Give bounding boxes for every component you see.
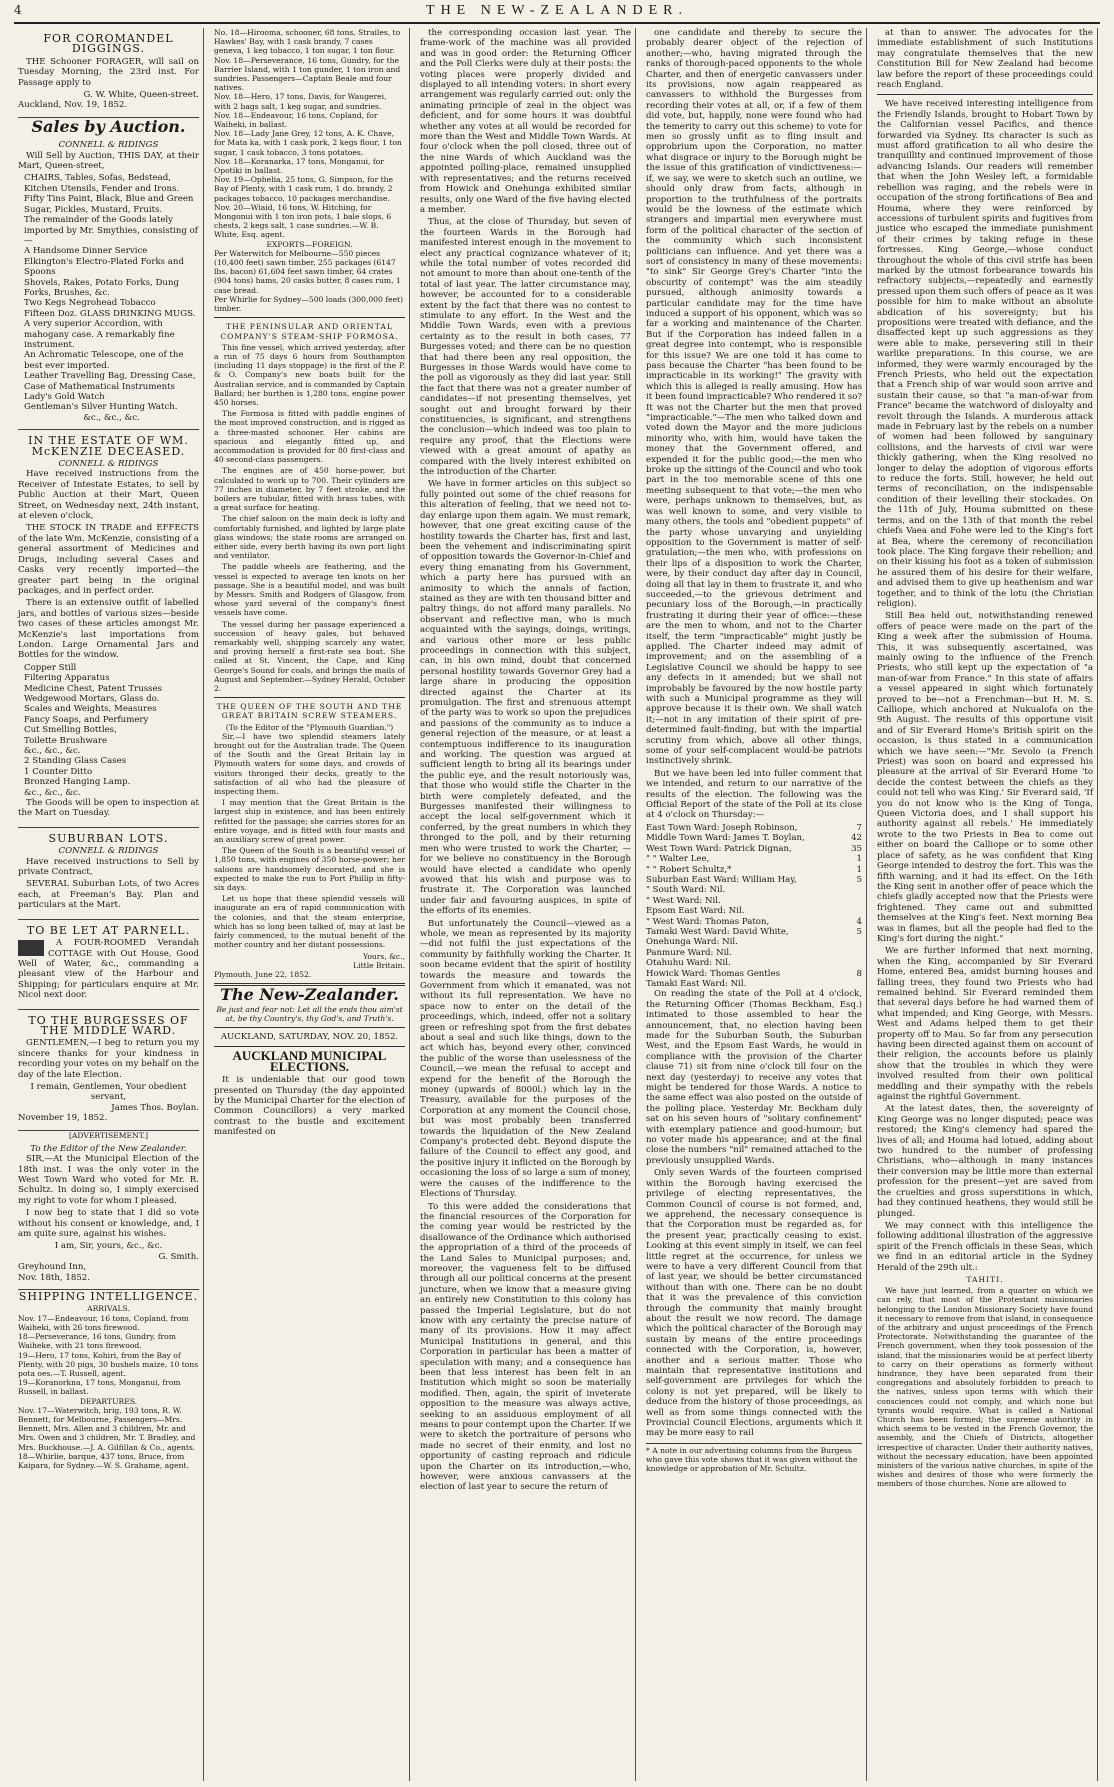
ad-burgesses — [18, 1010, 199, 1131]
article-paragraph: Let us hope that these splendid vessels will inaugurate an era of rapid communication with the colonies, and that the steam enterprise, which has so long been talked of, may at last be fairly commenced, to the mutual benefit of the mother country and her distant possessions. — [214, 894, 405, 950]
letter-body: SIR,—At the Municipal Election of the 18th inst. I was the only voter in the West Town Ward who voted for Mr. R. Schultz. In doing so, I simply exercised my right to vote for whom I pleased. — [18, 1154, 199, 1206]
article-paragraph: At the latest dates, then, the sovereignty of King George was no longer disputed; peace was restored; the King's clemency had spared the lives of all; and Houma had lotued, adding about two hundred to the number of professing Christians, who—although in many instances their conversion may be little more than external profession for the present—yet are saved from the cruelties and gross superstitions in which, had they continued heathens, they would still be plunged. — [877, 1104, 1093, 1219]
article-paragraph: The engines are of 450 horse-power, but calculated to work up to 700. Their cylinders are 77 inches in diameter, by 7 feet stroke, and the boilers are tubular, fitted with brass tubes, with a great surface for heating. — [214, 466, 405, 513]
letter-signature: Little Britain. — [353, 960, 405, 970]
list-item: Wedgewood Mortars, Glass do. — [24, 693, 160, 704]
column-4 — [642, 28, 867, 1781]
ad-estate — [18, 430, 199, 828]
article-paragraph: We have just learned, from a quarter on which we can rely, that most of the Protestant missionaries belonging to the London Missionary Society have found it necessary to remove from that island, in consequence of the arbitrary and unjust proceedings of the French Protectorate. Notwithstanding the guarantee of the French government, when they took possession of the island, that the missionaries would be at perfect liberty to carry on their operations as formerly without hindrance, they have been separated from their congregations and absolutely forbidden to preach to the natives, unless upon terms with which their consciences could not comply, and which none but tyrants would require. What is called a National Church has been formed; the supreme authority in which seems to be vested in the French Governor, the assembly, and the Chiefs of Districts, altogether irrespective of character. Under their authority natives, without the necessary education, have been appointed ministers of the various native churches, in spite of the wishes and desires of those who were formerly the members of those churches. None are allowed to — [877, 1286, 1093, 1489]
letter-body: I now beg to state that I did so vote without his consent or knowledge, and, I am quite sure, against his wishes. — [18, 1208, 199, 1240]
list-item: A very superior Accordion, with mahogany case. A remarkably fine instrument. — [24, 319, 175, 350]
letter-address: (To the Editor of the "Plymouth Guardian.") — [225, 722, 394, 732]
shipping-section — [18, 1292, 199, 1470]
list-item: Fancy Soaps, and Perfumery — [24, 714, 149, 725]
ship-entry: Nov. 18—Hero, 17 tons, Davis, for Waugerei, with 2 bags salt, 1 keg sugar, and sundries. — [214, 92, 387, 111]
article-paragraph: Still Bea held out, notwithstanding renewed offers of peace were made on the part of the King a week after the submission of Houma. This, it was subsequently ascertained, was mainly owing to the influence of the French Priests, who still kept up the expectation of "a man-of-war from France." In this state of affairs a vessel appeared in sight which fortunately proved to be—not a Frenchman—but H. M. S. Calliope, which anchored at Nukualofa on the 9th August. The results of this opportune visit and of Sir Everard Home's British spirit on the occasion, is thus stated in a communication which we have seen:—"Mr. Sevolo (a French Priest) was soon on board and expressed his pleasure at the arrival of Sir Everard Home 'to decide the contest between the chiefs as they could not tell who was King.' Sir Everard said, 'If you do not know who is the King of Tonga, Queen Victoria does, and I shall support his authority against all rebels.' He immediately wrote to the two Priests in Bea to come out either on board the Calliope or to some other place of safety, as he was confident that King George intended to destroy the fort. This was the fifth warning, and it had its effect. On the 16th the King sent in another offer of peace which the chiefs gladly accepted now that the Priests were frightened. They came out and submitted themselves at the King's feet. Next morning Bea was in flames, but all the people had fled to the King's fort during the night." — [877, 611, 1093, 944]
article-title: AUCKLAND MUNICIPAL ELECTIONS. — [232, 1048, 387, 1074]
list-item: &c., &c., &c. — [24, 787, 81, 798]
section-title: SHIPPING INTELLIGENCE. — [18, 1290, 199, 1304]
ship-entry: Nov. 20—Wiaid, 16 tons, W. Hitching, for Mongonui with 1 ton iron pots, 1 bale slops, 6 chests, 2 kegs salt, 1 case sundries.—W. B. White, Esq. agent. — [214, 202, 392, 240]
list-item: Sugar, Pickles, Mustard, Fruits. — [24, 204, 163, 215]
ad-body: A FOUR-ROOMED Verandah COTTAGE with Out House, Good Well of Water, &c., commanding a pleasant view of the Harbour and Shipping; for particulars enquire at Mr. Nicol next door. — [18, 938, 199, 1001]
ad-signature: James Thos. Boylan. — [111, 1102, 199, 1113]
ad-intro: Will Sell by Auction, THIS DAY, at their Mart, Queen-street, — [18, 150, 199, 172]
divider — [214, 1046, 405, 1047]
ad-body: THE STOCK IN TRADE and EFFECTS of the late Wm. McKenzie, consisting of a general assortment of Medicines and Drugs, including several Cases and Casks very recently imported—the greater part being in the original packages, and in perfect order. — [18, 523, 199, 596]
article-paragraph: the corresponding occasion last year. The frame-work of the machine was all provided and was in good order: the Returning Officer and the Poll Clerks were duly at their posts: the voting places were properly divided and displayed to all intending voters: in short every arrangement was regularly carried out: only the animating principle of zeal in the object was deficient, and for some hours it was doubtful whether any votes at all would be recorded for more than the West and Middle Town Wards. At four o'clock when the poll closed, three out of the nine Wards of which Auckland was the appointed polling-place, remained unsupplied with representatives; and the returns received from Howick and Onehunga exhibited similar results, only one Ward of the five having elected a member. — [420, 28, 631, 215]
list-item: &c., &c., &c. — [83, 412, 140, 423]
poll-results — [646, 823, 862, 990]
divider — [214, 697, 405, 698]
motto: Be just and fear not: Let all the ends thou aim'st at, be thy Country's, thy God's, and Truth's. — [216, 1004, 403, 1023]
ship-entry: Nov. 19—Ophelia, 25 tons, G. Simpson, for the Bay of Plenty, with 1 cask rum, 1 do. brandy, 2 packages tobacco, 10 packages merchandise. — [214, 175, 394, 203]
footnote: * A note in our advertising columns from the Burgess who gave this vote shows that it was given without the knowledge or approbation of Mr. Schultz. — [646, 1443, 862, 1474]
column-2 — [210, 28, 410, 1781]
ship-entry: Nov. 18—Perseverance, 16 tons, Gundry, for the Barrier Island, with 1 ton gunder, 1 ton iron and sundries. Passengers—Captain Beale and four natives. — [214, 55, 401, 93]
list-item: Fifty Tins Paint, Black, Blue and Green — [24, 194, 194, 205]
letter-address: To the Editor of the New Zealander. — [30, 1143, 187, 1154]
poll-row: Otahuhu Ward: Nil. — [646, 958, 731, 969]
ad-note: The Goods will be open to inspection at the Mart on Tuesday. — [18, 798, 199, 819]
ad-body: Have received instructions from the Receiver of Intestate Estates, to sell by Public Auction at their Mart, Queen Street, on Wednesday next, 24th instant, at eleven o'clock, — [18, 469, 199, 522]
ad-coromandel — [18, 28, 199, 118]
ship-entry: Nov. 18—Lady Jane Grey, 12 tons, A. K. Chave, for Mata ka, with 1 cask pork, 2 kegs flour, 1 ton sugar, 1 cask tobacco, 3 tons potatoes. — [214, 129, 402, 157]
ad-title: IN THE ESTATE OF WM. McKENZIE DECEASED. — [28, 434, 189, 458]
list-item: 2 Standing Glass Cases — [24, 756, 127, 767]
ship-entry: Nov. 18—Endeavour, 16 tons, Copland, for Waiheki, in ballast. — [214, 110, 378, 130]
list-item: Cut Smelling Bottles, — [24, 725, 117, 736]
ad-date: Auckland, Nov. 19, 1852. — [18, 100, 128, 111]
list-item: Leather Travelling Bag, Dressing Case, Case of Mathematical Instruments — [24, 371, 196, 392]
running-title: THE NEW-ZEALANDER. — [426, 3, 688, 18]
ad-title: TO THE BURGESSES OF THE MIDDLE WARD. — [28, 1013, 189, 1037]
article-paragraph: We are further informed that next morning, when the King, accompanied by Sir Everard Home, entered Bea, amidst burning houses and falling trees, they found two Priests who had remained behind. Sir Everard reminded them that several days before he had warned them of what impended; and King George, with Messrs. West and Adams helped them to get their property off to Mau. So far from any persecution having been directed against them on account of their religion, the accounts before us plainly show that the troubles in which they were involved resulted from their own political meddling and their sympathy with the rebels against the rightful Government. — [877, 946, 1093, 1103]
list-item: Scales and Weights, Measures — [24, 704, 157, 715]
article-paragraph: We may connect with this intelligence the following additional illustration of the aggressive spirit of the French officials in these Seas, which we find in an editorial article in the Sydney Herald of the 29th ult.: — [877, 1220, 1093, 1273]
letter-close: Yours, &c., — [362, 951, 405, 961]
poll-row: Middle Town Ward: James T. Boylan, 42 — [646, 833, 862, 844]
auctioneer-name: CONNELL & RIDINGS — [58, 846, 159, 857]
list-item: An Achromatic Telescope, one of the best ever imported. — [24, 350, 184, 371]
subheading-tahiti: TAHITI. — [966, 1274, 1004, 1284]
item-list — [18, 173, 199, 423]
poll-row: " " Robert Schultz,* 1 — [646, 864, 862, 875]
list-item: Shovels, Rakes, Potato Forks, Dung Forks, Brushes, &c. — [24, 277, 179, 298]
article-paragraph: The Formosa is fitted with paddle engines of the most improved construction, and is rigged as a three-masted schooner. Her cabins are spacious and elegantly fitted up, and accommodation is provided for 80 first-class and 40 second-class passengers. — [214, 409, 405, 465]
poll-row: Onehunga Ward: Nil. — [646, 937, 738, 948]
poll-row: Tamaki East Ward: Nil. — [646, 978, 747, 989]
columns — [14, 28, 1104, 1781]
divider — [877, 94, 1093, 95]
list-item: Toilette Brushware — [24, 735, 108, 746]
ad-date: November 19, 1852. — [18, 1113, 108, 1124]
article-paragraph: This fine vessel, which arrived yesterday, after a run of 75 days 6 hours from Southampton (including 11 days stoppage) is the first of the P. & O. Company's new boats built for the Australian service, and is commanded by Captain Ballard; her burthen is 1,280 tons, engine power 450 horses. — [214, 342, 405, 407]
article-paragraph: at than to answer. The advocates for the immediate establishment of such Institutions may congratulate themselves that the new Constitution Bill for New Zealand had become law before the report of these proceedings could reach England. — [877, 28, 1093, 91]
list-item: A Handsome Dinner Service — [24, 246, 148, 257]
article-paragraph: Sir,—I have two splendid steamers lately brought out for the Australian trade. The Queen of the South and the Great Britain lay in Plymouth waters for some days, and crowds of visitors thronged their decks, greatly to the satisfaction of all who had the pleasure of inspecting them. — [214, 731, 405, 797]
masthead — [14, 0, 1100, 24]
letter-date: Plymouth, June 22, 1852. — [214, 969, 312, 979]
list-item: Two Kegs Negrohead Tobacco — [24, 298, 156, 309]
article-paragraph: The Queen of the South is a beautiful vessel of 1,850 tons, with engines of 350 horse-power; her saloons are handsomely decorated, and she is expected to make the run to Port Phillip in fifty-six days. — [214, 846, 405, 893]
article-title: THE QUEEN OF THE SOUTH AND THE GREAT BRITAIN SCREW STEAMERS. — [216, 702, 403, 721]
house-icon — [18, 940, 44, 956]
list-item: Bronzed Hanging Lamp. — [24, 777, 131, 788]
article-paragraph: The vessel during her passage experienced a succession of heavy gales, but behaved remarkably well, shipping scarcely any water, and proving herself a first-rate sea boat. She called at St. Vincent, the Cape, and King George's Sound for coals, and brings the mails of August and September.—Sydney Herald, October 2. — [214, 619, 405, 694]
poll-row: Tamaki West Ward: David White, 5 — [646, 926, 862, 937]
ad-parnell — [18, 920, 199, 1010]
list-item: Medicine Chest, Patent Trusses — [24, 683, 163, 694]
ad-title: SUBURBAN LOTS. — [48, 831, 169, 845]
article-paragraph: The paddle wheels are feathering, and the vessel is expected to average ten knots on her passage. She is a beautiful model, and was built by Messrs. Smith and Rodgers of Glasgow, from whose yard several of the company's finest vessels have come. — [214, 562, 405, 618]
article-paragraph: But unfortunately the Council—viewed as a whole, we mean as represented by its majority —did not fulfil the just expectations of the community by faithfully working the Charter. It soon became evident that the spirit of hostility towards the measure and towards the Government from which it emanated, was not without its full representation. We have no space now to enter on the detail of the proceedings, which, indeed, offer not a solitary green or refreshing spot from the first debates about a seal and such like things, down to the act which has, beyond every other, convinced the public of the worse than uselessness of the Council,—we mean the refusal to accept and expend for the benefit of the Borough the money (upwards of 8000l.) which lay in the Treasury, available for the purposes of the Corporation at any moment the Council chose, but was most probably been transferred towards the liquidation of the New Zealand Company's protected debt. Beyond dispute the failure of the Council to effect any good, and the positive injury it inflicted on the Borough by occasioning the loss of so large a sum of money, were the causes of the indifference to the Elections of Thursday. — [420, 918, 631, 1200]
ad-auction-1 — [18, 136, 199, 430]
article-paragraph: one candidate and thereby to secure the probably dearer object of the rejection of another;—who, having migrated through the ranks of thorough-paced opponents to the whole Charter, and then of energetic canvassers under its provisions, now again reappeared as canvassers to withhold the Burgesses from recording their votes at all, or, if a few of them did vote, but, happily, none were found who had the temerity to carry out this scheme) to vote for men so grossly unfit as to fling insult and opprobrium upon the Corporation, no matter what disgrace or injury to the Borough might be the issue of this gratification of vindictiveness:—if, we say, we were to sketch such an outline, we should only draw from facts, although in proportion to the truthfulness of the portraits would be the lowness of the estimate which strangers and impartial men everywhere must form of the political character of the section of the community which such inconsistent politicians can influence. And yet there was a sort of consistency in many of these movements: "to sink" Sir George Grey's Charter "into the obscurity of contempt" was the aim steadily pursued, although animosity towards a particular candidate may for the time have induced a support of his opponent, which was so far a working and maintenance of the Charter. But if the Corporation has indeed fallen in a great degree into contempt, who is responsible for this issue? We are one told it has come to pass because the Charter "has been found to be impracticable in its working!" The gravity with which this is alleged is really amusing. How has it been found impracticable? Who rendered it so? It was not the Charter but the men that proved "impracticable."—The men who talked down and voted down the Mayor and the more judicious minority who, with him, would have taken the money that the Government offered, and expended it for the public good;—the men who broke up the sittings of the Council and who took part in the too memorable scene of this one meeting subsequent to that vote;—the men who were, perhaps unknown to themselves, but, as was well known to some, and very visible to many others, the tools and "obedient puppets" of the party whose unvarying and unyielding opposition to the Government is matter of self-gratulation;—the men who, with professions on their lips of a disposition to work the Charter, were, by their conduct day after day in Council, doing all that lay in them to frustrate it, and who succeeded,—to the grievous detriment and pecuniary loss of the Borough,—in practically frustrating it during their year of office:—these are the men to whom, and not to the Charter itself, the term "impracticable" might justly be applied. The Charter indeed may admit of improvement; and on the assembling of a Legislative Council we should be happy to see any defects in it amended; but we shall not improbably be favoured by the now hostile party with such a Municipal programme as they will approve because it is their own. We shall watch it;—not in any imitation of their spirit of pre-determined fault-finding, but with the impartial scrutiny from which, above all other things, some of your self-complacent would-be patriots instinctively shrink. — [646, 28, 862, 767]
nameplate: The New-Zealander. — [220, 985, 399, 1005]
list-item: &c., &c., &c. — [24, 746, 81, 756]
article-paragraph: On reading the state of the Poll at 4 o'clock, the Returning Officer (Thomas Beckham, Esq.) intimated to those assembled to hear the announcement, that, no election having been made for the Suburban South, the Suburban West, and the Epsom East Wards, he would in compliance with the provision of the Charter clause 71) sit from nine o'clock till four on the next day (yesterday) to receive any votes that might be tendered for those Wards. A notice to the same effect was also posted on the outside of the polling place. Yesterday Mr. Beckham duly sat on his seven hours of "solitary confinement" with exemplary patience and good-humour; but no voter made his appearance; and at the final close the numbers "nil" remained attached to the previously unsupplied Wards. — [646, 989, 862, 1166]
ad-body: Have received instructions to Sell by private Contract, — [18, 856, 199, 878]
ship-entry: Nov. 17—Waterwitch, brig, 193 tons, R. W. Bennett, for Melbourne, Passengers—Mrs. Bennett, Mrs. Allen and 3 children, Mr. and Mrs. Owen and 3 children, Mr. T. Bradley, and Mrs. Buckhouse.—J. A. Gilfillan & Co., agents. — [18, 1405, 196, 1452]
list-item: CHAIRS, Tables, Sofas, Bedstead, Kitchen Utensils, Fender and Irons. — [24, 173, 180, 194]
article-paragraph: It is undeniable that our good town presented on Thursday (the day appointed by the Municipal Charter for the election of Common Councillors) a very marked contrast to the bustle and excitement manifested on — [214, 1075, 405, 1138]
ship-entry: Nov. 18—Koranarka, 17 tons, Monganui, for Opotiki in ballast. — [214, 156, 384, 176]
ad-signature: G. W. White, Queen-street. — [83, 90, 199, 101]
ad-body: SEVERAL Suburban Lots, of two Acres each, at Freeman's Bay. Plan and particulars at the Mart. — [18, 879, 199, 911]
poll-row: Panmure Ward: Nil. — [646, 947, 732, 958]
poll-row: West Town Ward: Patrick Dignan, 35 — [646, 843, 862, 854]
letter-place: Greyhound Inn, — [18, 1262, 87, 1273]
list-item: Fifteen Doz. GLASS DRINKING MUGS. — [24, 308, 196, 319]
ad-title: TO BE LET AT PARNELL. — [26, 923, 191, 937]
article-paragraph: We have in former articles on this subject so fully pointed out some of the chief reasons for this alteration of feeling, that we need not to-day enlarge upon them again. We must remark, however, that one great exciting cause of the hostility towards the Charter has, first and last, been the vehement and indiscriminating spirit of opposition towards the Governor-in-Chief and every thing emanating from his Government, which a party here has pursued with an animosity to which the annals of faction, stained as they are with ten thousand bitter and paltry things, do not afford many parallels. No observant and reflective man, who is much acquainted with the sayings, doings, writings, and various other more or less public proceedings in connection with this subject, can, in his own mind, doubt that concerned personal hostility towards Governor Grey had a large share in producing the opposition directed against the Charter at its promulgation. The first and strenuous attempt of the party was to work so upon the prejudices and passions of the community as to induce a general rejection of the measure, or at least a contemptuous indifference to its inauguration and working. The question was argued at sufficient length to bring all its bearings under the public eye, and the result notoriously was, that those who would stifle the Charter in the birth were completely defeated, and the Burgesses manifested their willingness to accept the local self-government which it conferred, by the great numbers in which they thronged to the poll, and by their returning men who were trusted to work the Charter, —for we believe no constituency in the Borough would have elected a candidate who openly avowed that his wish and purpose was to frustrate it. The Corporation was launched under fair and favouring auspices, in spite of the efforts of its enemies. — [420, 479, 631, 917]
letter-smith — [18, 1140, 199, 1290]
section-heading-sales: Sales by Auction. — [31, 116, 186, 136]
subheading-arrivals: ARRIVALS. — [87, 1304, 130, 1314]
ad-body: GENTLEMEN,—I beg to return you my sincere thanks for your kindness in recording your votes on my behalf on the day of the late Election. — [18, 1038, 199, 1080]
poll-row: Suburban East Ward: William Hay, 5 — [646, 874, 862, 885]
ship-entry: 18—Whirlie, barque, 437 tons, Bruce, from Kaipara, for Sydney.—W. S. Grahame, agent. — [18, 1451, 189, 1470]
column-1 — [14, 28, 204, 1781]
ad-close: I remain, Gentlemen, Your obedient servant, — [30, 1081, 187, 1103]
export-entry: Per Whirlie for Sydney—500 loads (300,000 feet) timber. — [214, 294, 404, 314]
poll-row: Epsom East Ward: Nil. — [646, 906, 745, 917]
letter-signature: G. Smith. — [158, 1251, 199, 1262]
ad-body: THE Schooner FORAGER, will sail on Tuesday Morning, the 23rd inst. For Passage apply to — [18, 56, 199, 88]
ship-entry: 18—Perseverance, 16 tons, Gundry, from Waiheke, with 21 tons firewood. — [18, 1332, 176, 1351]
article-paragraph: The chief saloon on the main deck is lofty and comfortably furnished, and lighted by large plate glass windows; the state rooms are arranged on either side, every berth having its own port light and ventilator. — [214, 514, 405, 561]
poll-row: " West Ward: Thomas Paton, 4 — [646, 916, 862, 927]
divider — [214, 1027, 405, 1028]
list-item: Elkington's Electro-Plated Forks and Spoons — [24, 256, 184, 278]
poll-row: " South Ward: Nil. — [646, 885, 726, 896]
article-paragraph: To this were added the considerations that the financial resources of the Corporation for the coming year would be restricted by the disallowance of the Ordinance which authorised the appropriation of a third of the proceeds of the Land Sales to Municipal purposes; and, moreover, the vagueness felt to be diffused through all our political concerns at the present juncture, when we know that a measure giving an entirely new Constitution to this colony has passed the Imperial Legislature, but do not know with any certainty the precise nature of many of its provisions. How it may affect Municipal Institutions in general, and this Corporation in particular has been a matter of speculation with many; and a consequence has been that less interest has been felt in an Institution which might so soon be materially modified. Then, again, the spirit of inveterate opposition to the measure was always active, seeking to an assiduous employment of all means to pour contempt upon the Charter. If we were to sketch the portraiture of persons who made no secret of their enmity, and lost no opportunity of casting reproach and ridicule upon the Charter on its introduction,—who, however, were anxious canvassers at the election of last year to secure the return of — [420, 1201, 631, 1493]
poll-row: Howick Ward: Thomas Gentles 8 — [646, 968, 862, 979]
article-title: THE PENINSULAR AND ORIENTAL COMPANY'S STEAM-SHIP FORMOSA. — [220, 322, 399, 341]
ship-entry: No. 18—Hirooma, schooner, 68 tons, Strailes, to Hawkes' Bay, with 1 cask brandy, 7 cases geneva, 1 keg tobacco, 1 ton sugar, 1 ton flour. — [214, 28, 401, 56]
subheading-exports: EXPORTS—FOREIGN. — [266, 239, 353, 249]
advertisement-label: [ADVERTISEMENT.] — [68, 1130, 149, 1140]
list-item: Lady's Gold Watch — [24, 392, 105, 402]
ship-entry: Nov. 17—Endeavour, 16 tons, Copland, from Waiheki, with 26 tons firewood. — [18, 1313, 189, 1332]
poll-row: " " Walter Lee, 1 — [646, 854, 862, 865]
article-paragraph: Only seven Wards of the fourteen comprised within the Borough having exercised the privilege of electing representatives, the Common Council of course is not formed, and, we apprehend, the necessary consequence is that the Corporation must be regarded as, for the present year, practically ceasing to exist. Looking at this event simply in itself, we can feel little regret at the occurrence, for unless we were to have a very different Council from that of last year, we should be better circumstanced without than with one. There can be no doubt that it was the prevalence of this conviction through the community that mainly brought about the result we now record. The damage which the political character of the Borough may sustain by means of the entire proceedings connected with the Corporation, is, however, another and a serious matter. Those who maintain that representative institutions and self-government are privileges for which the colony is not yet prepared, will be likely to deduce from the history of those proceedings, as well as from some things connected with the Provincial Council Elections, arguments which it may be more easy to rail — [646, 1168, 862, 1439]
ship-entry: 19—Hero, 17 tons, Kohiri, from the Bay of Plenty, with 20 pigs, 30 bushels maize, 10 tons pota oes.—T. Russell, agent. — [18, 1350, 199, 1378]
divider — [214, 317, 405, 318]
item-list — [18, 663, 199, 798]
ad-title: FOR COROMANDEL DIGGINGS. — [43, 32, 174, 56]
article-paragraph: But we have been led into fuller comment that we intended, and return to our narrative of the results of the election. The following was the Official Report of the state of the Poll at its close at 4 o'clock on Thursday:— — [646, 768, 862, 821]
article-paragraph: I may mention that the Great Britain is the largest ship in existence, and has been entirely refitted for the passage; she carries stores for an entire voyage, and is fitted with four masts and an auxiliary screw of great power. — [214, 798, 405, 845]
page-number: 4 — [14, 3, 22, 17]
dateline: AUCKLAND, SATURDAY, NOV. 20, 1852. — [220, 1031, 399, 1042]
article-paragraph: Thus, at the close of Thursday, but seven of the fourteen Wards in the Borough had manifested interest enough in the movement to elect any practical cognizance whatever of it; while the total number of votes recorded did not amount to more than about one-tenth of the total of last year. The latter circumstance may, however, be accounted for to a considerable extent by the fact that there was no contest to stimulate to any effort. In the West and the Middle Town Wards, even with a previous certainty as to the result in both cases, 77 Burgesses voted; and there can be no question that had there been any real opposition, the Burgesses in those Wards would have come to the poll as vigorously as they did last year. Still the fact that there was not a greater number of candidates—if not presenting themselves, yet sought out and brought forward by their constituencies, is significant, and strengthens the conclusion—which indeed was too plain to require any proof, that the Elections were viewed with a great amount of apathy as compared with the lively interest exhibited on the introduction of the Charter. — [420, 217, 631, 478]
column-5 — [873, 28, 1098, 1781]
letter-close: I am, Sir, yours, &c., &c. — [54, 1241, 163, 1252]
ad-body: There is an extensive outfit of labelled jars, and bottles of various sizes—beside two cases of these articles amongst Mr. McKenzie's last importations from London. Large Ornamental Jars and Bottles for the window. — [18, 598, 199, 661]
poll-row: East Town Ward: Joseph Robinson, 7 — [646, 822, 862, 833]
auctioneer-name: CONNELL & RIDINGS — [58, 459, 159, 470]
list-item: Copper Still — [24, 662, 77, 673]
article-paragraph: We have received interesting intelligence from the Friendly Islands, brought to Hobart Town by the Californian vessel Pacifics, and thence forwarded via Sydney. Its character is such as must afford gratification to all who desire the tranquillity and continued improvement of those advancing Islands. Our readers will remember that when the John Wesley left, a formidable rebellion was raging, and the rebels were in occupation of the strong fortifications of Bea and Houma, where they were reinforced by accessions of turbulent spirits and fugitives from justice who escaped the immediate punishment of their crimes by taking refuge in these fortresses. King George,—whose conduct throughout the whole of this civil strife has been marked by the utmost forbearance towards his refractory subjects,—repeatedly and earnestly pressed upon them such offers of peace as it was possible for him to make without an absolute abdication of his sovereignty; but his propositions were treated with defiance, and the disaffected kept up such aggressions as they were able to make, persevering still in their warlike preparations. In this course, we are informed, they were warmly encouraged by the French Priests, who held out the expectation that a French ship of war would soon arrive and sustain their cause, so that "a man-of-war from France" became the watchword of disloyalty and revolt through the Islands. A murderous attack made in February last by the rebels on a number of women had been followed by sanguinary collisions, and the harvests of civil war were thickly gathering, when the King resolved no longer to delay the adoption of vigorous efforts to reduce the forts. Still, however, he held out terms of reconciliation, on the indispensable condition of their levelling their stockades. On the 11th of July, Houma submitted on these terms, and on the 13th of that month the rebel chiefs Vaea and Fohe were led to the King's fort at Bea, where the ceremony of reconciliation took place. The King forgave their rebellion; and on their kissing his foot as a token of submission he assured them of his desire for their welfare, and advised them to give up heathenism and war together, and to think of the lotu (the Christian religion). — [877, 99, 1093, 609]
ship-entry: 19—Koranorkna, 17 tons, Monganui, from Russell, in ballast. — [18, 1378, 181, 1397]
poll-row: " West Ward: Nil. — [646, 895, 721, 906]
export-entry: Per Waterwitch for Melbourne—550 pieces (10,400 feet) sawn timber, 255 packages (6147 lbs. bacon) 61,604 feet sawn timber, 64 crates (904 tons) hams, 20 casks butter, 8 cases rum, 1 case bread. — [214, 248, 401, 295]
list-item: Filtering Apparatus — [24, 673, 110, 684]
auctioneer-name: CONNELL & RIDINGS — [58, 140, 159, 151]
list-item: 1 Counter Ditto — [24, 766, 93, 777]
letter-date: Nov. 18th, 1852. — [18, 1272, 90, 1283]
list-item: The remainder of the Goods lately imported by Mr. Smythies, consisting of— — [24, 215, 198, 246]
subheading-departures: DEPARTURES. — [79, 1396, 138, 1406]
ad-suburban — [18, 828, 199, 920]
column-3 — [416, 28, 636, 1781]
list-item: Gentleman's Silver Hunting Watch. — [24, 402, 178, 413]
